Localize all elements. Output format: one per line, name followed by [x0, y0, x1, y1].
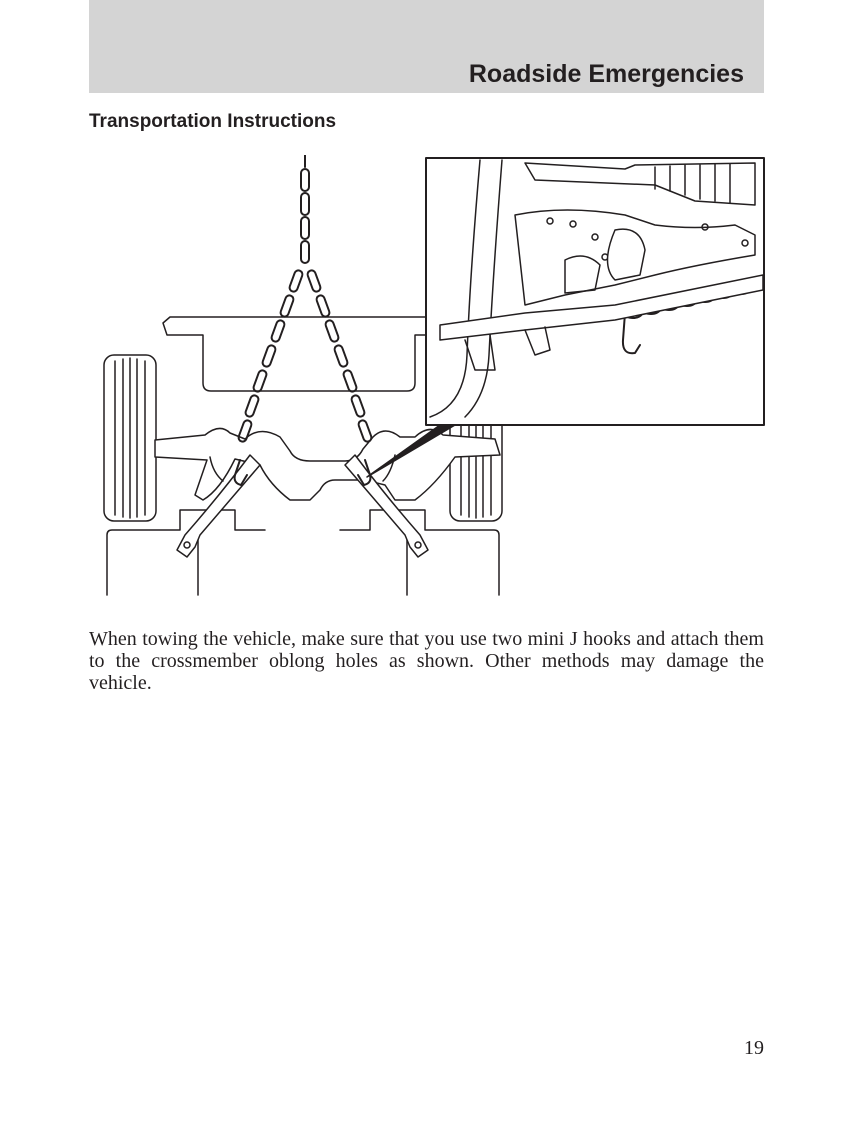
lower-frame [107, 510, 499, 595]
tow-chain [237, 155, 372, 443]
page-header-title: Roadside Emergencies [468, 60, 744, 88]
towing-illustration [95, 155, 770, 605]
radiator-support [163, 317, 455, 391]
left-tire [104, 355, 156, 521]
header-band [89, 0, 764, 93]
instruction-paragraph: When towing the vehicle, make sure that you use two mini J hooks and attach them to the crossmember oblong holes as shown. Other methods may damage the vehicle. [89, 628, 764, 694]
inset-closeup [426, 158, 764, 425]
crossmember [155, 428, 500, 500]
section-heading: Transportation Instructions [89, 111, 337, 132]
page-number: 19 [744, 1037, 764, 1059]
